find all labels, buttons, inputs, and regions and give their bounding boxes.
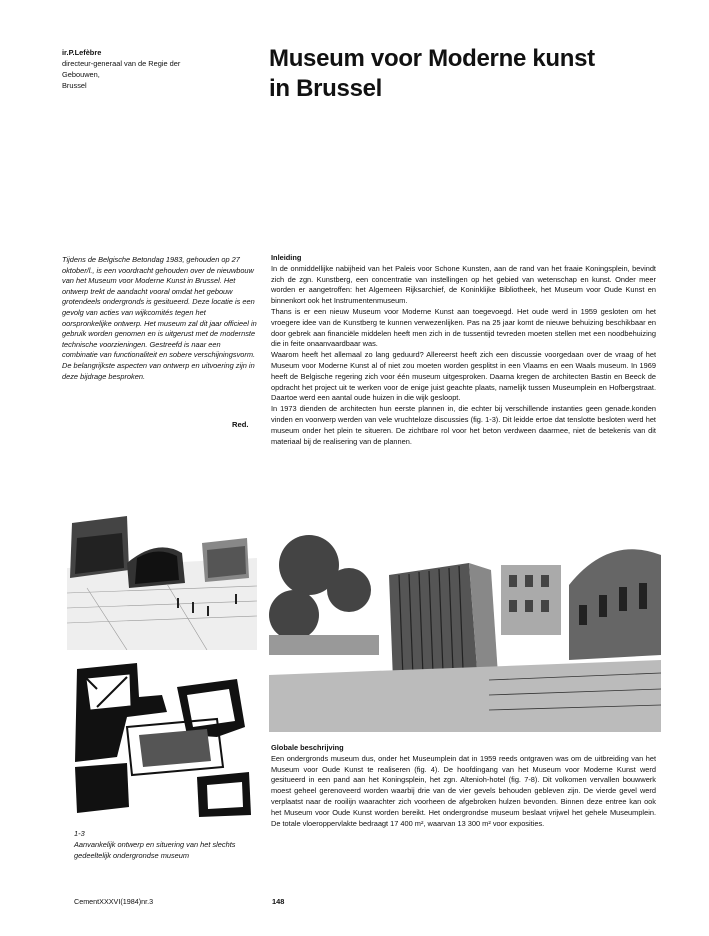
intro-block	[62, 255, 257, 382]
design-sketch-main	[269, 495, 661, 732]
section-heading-globale: Globale beschrijving	[271, 743, 344, 752]
journal-reference: CementXXXVI(1984)nr.3	[74, 897, 154, 906]
paragraph: Een ondergronds museum dus, onder het Museumplein dat in 1959 reeds ontgraven was om de uitbreiding van het Museum voor Oude Kunst te realiseren (fig. 4). De hoofdingang van het Museum voor Moderne Kunst werd gesitueerd in een pand aan het Koningsplein, het zgn. Altenioh-hotel (fig. 7-8). Dit volkomen vervallen bouwwerk moest geheel gerenoveerd worden waarbij drie van de vier gevels behouden gebleven zijn. De vierde gevel werd verplaatst naar de rooilijn waarachter zich voorheen de afgebroken hulzen bevonden. Binnen deze entree kan ook het Museum voor Oude Kunst worden bereikt. Het ondergrondse museum beslaat vrijwel het gehele Museumplein. De totale vloeroppervlakte bedraagt 17 400 m², waarvan 13 300 m² voor exposities.	[271, 753, 656, 828]
section-inleiding	[271, 253, 656, 447]
title-line1: Museum voor Moderne kunst	[269, 45, 595, 72]
author-name: ir.P.Lefèbre	[62, 48, 102, 57]
page-number: 148	[272, 897, 285, 906]
site-plan	[67, 657, 255, 819]
title-line2: in Brussel	[269, 75, 383, 102]
section-heading-inleiding: Inleiding	[271, 253, 302, 262]
author-role-line1: directeur-generaal van de Regie der	[62, 59, 181, 68]
author-role-line3: Brussel	[62, 81, 87, 90]
intro-text: Tijdens de Belgische Betondag 1983, gehouden op 27 oktober/l., is een voordracht gehouden over de nieuwbouw van het Museum voor Moderne Kunst in Brussel. Het ontwerp trekt de aandacht vooral omdat het gebouw grotendeels ondergronds is gesitueerd. Deze locatie is een gevolg van acties van wijkcomités tegen het oorspronkelijke ontwerp. Het museum zal dit jaar officieel in gebruik worden genomen en is uitgerust met de modernste technische voorzieningen. Gestreefd is naar een combinatie van functionaliteit en sobere verschijningsvorm. De belangrijkste aspecten van ontwerp en uitvoering zijn in deze bijdrage besproken.	[62, 255, 257, 381]
author-role-line2: Gebouwen,	[62, 70, 100, 79]
article-title	[269, 44, 689, 104]
figure-caption	[74, 829, 264, 861]
caption-text: Aanvankelijk ontwerp en situering van het slechts gedeeltelijk ondergrondse museum	[74, 839, 236, 860]
paragraph: Thans is er een nieuw Museum voor Moderne Kunst aan toegevoegd. Het oude werd in 1959 gesloten om het vroegere idee van de Kunstberg te kunnen verwezenlijken. Pas na 25 jaar komt de nieuwe behuizing beschikbaar en door gebrek aan financiële middelen heeft men zich in de tussentijd tevreden moeten stellen met een noodbehuizing die in feite onaanvaardbaar was.	[271, 306, 656, 349]
editor-signature: Red.	[232, 420, 249, 429]
paragraph: In 1973 dienden de architecten hun eerste plannen in, die echter bij verschillende instanties geen genade.konden vinden en voorwerp werden van vele vruchteloze discussies (fig. 1-3). Dit leidde ertoe dat tenslotte besloten werd het museum onder het plein te situeren. De zichtbare rol voor het beton verdween daarmee, niet de betekenis van dit materiaal bij de realisering van de plannen.	[271, 404, 656, 446]
section-globale-beschrijving	[271, 743, 656, 829]
paragraph: Waarom heeft het allemaal zo lang geduurd? Allereerst heeft zich een discussie voorgedaan over de vraag of het Museum voor Moderne Kunst al of niet zou moeten worden gesplitst in een Vlaams en een Waals museum. In 1969 heeft de Belgische regering zich voor één museum uitgesproken. Daarna kregen de architecten Bastin en Beeck de opdracht het project uit te werken voor de enige juist geachte plaats, namelijk tussen Museumplein en Hofbergstraat. Daartoe werd een aantal oude huizen in die wijk gesloopt.	[271, 350, 656, 403]
design-sketch-perspective	[67, 498, 257, 650]
paragraph: In de onmiddellijke nabijheid van het Paleis voor Schone Kunsten, aan de rand van het fraaie Koningsplein, bevindt zich de zgn. Kunstberg, een concentratie van instellingen op het gebied van wetenschap en kunst. Onder meer worden er aangetroffen: het Algemeen Rijksarchief, de Koninklijke Bibliotheek, het Museum voor Oude Kunst en binnenkort ook het Instrumentenmuseum.	[271, 263, 656, 306]
caption-number: 1-3	[74, 829, 85, 838]
author-block	[62, 47, 252, 91]
